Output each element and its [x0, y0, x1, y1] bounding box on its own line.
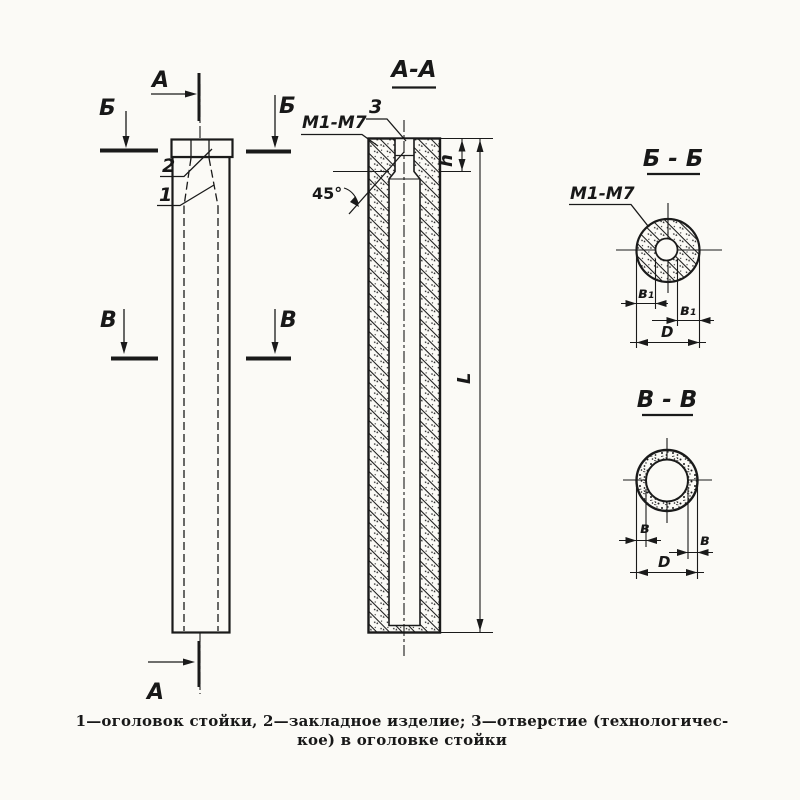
section-mark-v-left: В: [100, 308, 117, 333]
dim-b1-left-arrow-b: [656, 300, 667, 307]
dim-l-arrow-top: [477, 140, 484, 152]
dim-d-bb-arrow-left: [637, 339, 649, 346]
embeds-label-aa: М1-М7: [302, 113, 367, 133]
section-mark-b-right: Б: [279, 94, 296, 119]
callout-3-label: 3: [369, 96, 383, 118]
dim-d-vv-arrow-left: [637, 569, 649, 576]
dim-d-bb-label: D: [661, 323, 674, 341]
cut-arrowhead-b-left: [123, 136, 130, 148]
cut-arrowhead-v-left: [121, 342, 128, 354]
section-vv-title: В - В: [636, 387, 698, 413]
dim-h-label: h: [436, 154, 457, 167]
dim-b-right-arrow-a: [677, 549, 688, 556]
caption-line-2: кое) в оголовке стойки: [296, 731, 508, 749]
post-head-outline: [172, 140, 233, 158]
dim-b1-right-label: в₁: [680, 301, 697, 319]
dim-b1-left-arrow-a: [626, 300, 637, 307]
dim-b-left-arrow-a: [626, 537, 637, 544]
caption-line-1: 1—оголовок стойки, 2—закладное изделие; 3—отверстие (технологичес-: [75, 712, 729, 730]
section-mark-a-bottom: А: [147, 680, 165, 705]
caption: [76, 712, 729, 749]
section-bb: [569, 146, 722, 348]
section-vv: [619, 387, 713, 579]
dim-d-bb-arrow-right: [688, 339, 700, 346]
dim-b1-left-label: в₁: [638, 284, 655, 302]
section-aa-title: А-А: [391, 57, 437, 83]
cut-arrowhead-a-bottom: [183, 659, 195, 666]
embeds-leader-aa: [301, 135, 378, 147]
dim-b-right-arrow-b: [698, 549, 709, 556]
section-bb-hole-circle: [656, 239, 678, 261]
dim-d-vv-arrow-right: [686, 569, 698, 576]
cut-arrowhead-v-right: [272, 342, 279, 354]
embeds-leader-bb: [569, 205, 648, 227]
section-mark-v-right: В: [280, 308, 297, 333]
callout-2-label: 2: [162, 155, 176, 177]
section-mark-b-left: Б: [99, 96, 116, 121]
section-aa: [301, 57, 493, 656]
dim-b-left-label: в: [640, 519, 650, 537]
post-body-outline: [173, 157, 230, 633]
dim-b-right-label: в: [700, 531, 710, 549]
dim-l-arrow-bottom: [477, 619, 484, 631]
dim-h-arrow-bottom: [459, 159, 466, 171]
dim-d-vv-label: D: [658, 553, 671, 571]
angle-45-label: 45°: [312, 184, 343, 203]
front-view: [99, 68, 297, 705]
callout-1-label: 1: [159, 184, 173, 206]
section-vv-inner-circle: [646, 460, 688, 502]
section-mark-a-top: А: [152, 68, 170, 93]
cut-arrowhead-a-top: [185, 91, 197, 98]
dim-h-arrow-top: [459, 140, 466, 152]
dim-l-label: L: [454, 372, 475, 384]
embeds-label-bb: М1-М7: [570, 184, 635, 204]
dim-b1-right-arrow-b: [700, 317, 711, 324]
section-bb-title: Б - Б: [642, 146, 704, 172]
dim-b-left-arrow-b: [646, 537, 657, 544]
cut-arrowhead-b-right: [272, 136, 279, 148]
